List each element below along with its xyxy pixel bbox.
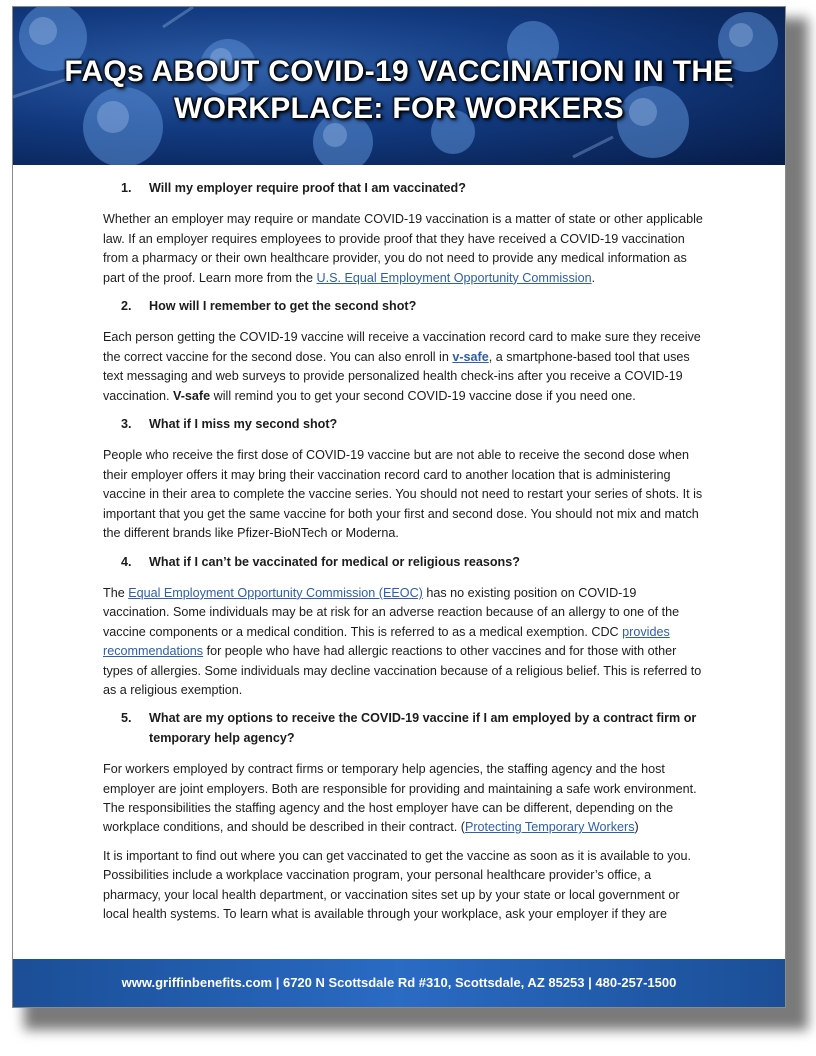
- question-number: 5.: [121, 711, 132, 726]
- protecting-temporary-workers-link[interactable]: Protecting Temporary Workers: [464, 820, 635, 835]
- page-title: FAQs ABOUT COVID-19 VACCINATION IN THE WORKPLACE: FOR WORKERS: [64, 55, 734, 125]
- answer-text: Each person getting the COVID-19 vaccine will receive a vaccination record card to make sure they receive the correct vaccine for the second dose. You can also enroll in: [103, 330, 701, 364]
- answer-text: for people who have had allergic reactions to other vaccines and for those with other types of allergies. Some individuals may decline vaccination because of a religious belief. This is referred to as a religious exemption.: [103, 644, 702, 697]
- answer-text: Whether an employer may require or mandate COVID-19 vaccination is a matter of state or other applicable law. If an employer requires employees to provide proof that they have received a COVID-19 vaccination from a pharmacy or their own healthcare provider, you do not need to provide any medical information as part of the proof. Learn more from the: [103, 212, 703, 285]
- answer-2: [103, 328, 703, 406]
- question-text: What if I miss my second shot?: [149, 417, 338, 432]
- question-text: What are my options to receive the COVID-19 vaccine if I am employed by a contract firm or temporary help agency?: [149, 711, 697, 745]
- answer-text: will remind you to get your second COVID-19 vaccine dose if you need one.: [210, 388, 636, 403]
- question-1: [103, 179, 703, 198]
- answer-5: [103, 760, 703, 838]
- answer-text: has no existing position on COVID-19 vaccination. Some individuals may be at risk for an adverse reaction because of an allergy to one of the vaccine components or a medical condition. This is referred to as a medical exemption. CDC: [103, 585, 680, 639]
- footer-contact-bar: www.griffinbenefits.com | 6720 N Scottsdale Rd #310, Scottsdale, AZ 85253 | 480-257-1500: [13, 959, 785, 1007]
- faq-content: [103, 179, 703, 933]
- answer-text: ): [634, 820, 639, 835]
- cdc-recommendations-link[interactable]: provides recommendations: [103, 624, 670, 659]
- eeoc-link[interactable]: Equal Employment Opportunity Commission (EEOC): [128, 585, 423, 600]
- question-2: [103, 297, 703, 316]
- question-text: What if I can’t be vaccinated for medical or religious reasons?: [149, 554, 520, 569]
- answer-1: [103, 210, 703, 288]
- answer-text: For workers employed by contract firms or temporary help agencies, the staffing agency and the host employer are joint employers. Both are responsible for providing and maintaining a safe work environment. The responsibilities the staffing agency and the host employer have can be different, depending on the workplace conditions, and should be described in their contract. (: [103, 762, 697, 835]
- question-5: [103, 709, 703, 748]
- question-text: Will my employer require proof that I am vaccinated?: [149, 181, 466, 195]
- question-4: [103, 553, 703, 572]
- answer-5-paragraph-2: It is important to find out where you can get vaccinated to get the vaccine as soon as it is available to you. Possibilities include a workplace vaccination program, your personal healthcare provider’s office, a pharmacy, your local health department, or vaccination sites set up by your state or local government or local health systems. To learn what is available through your workplace, ask your employer if they are: [103, 848, 692, 921]
- question-number: 3.: [121, 417, 132, 432]
- question-number: 2.: [121, 299, 132, 314]
- answer-text: , a smartphone-based tool that uses text messaging and web surveys to provide personalized health check-ins after you receive a COVID-19 vaccination.: [103, 349, 690, 403]
- answer-text: The: [103, 585, 129, 600]
- answer-text: .: [591, 270, 596, 285]
- question-3: [103, 415, 703, 434]
- question-number: 4.: [121, 554, 132, 569]
- question-text: How will I remember to get the second shot?: [149, 299, 417, 314]
- document-page: [12, 6, 786, 1008]
- v-safe-link[interactable]: v-safe: [452, 349, 489, 364]
- eeoc-link[interactable]: U.S. Equal Employment Opportunity Commission: [316, 270, 592, 285]
- v-safe-bold-text: V-safe: [173, 388, 211, 403]
- answer-text: People who receive the first dose of COVID-19 vaccine but are not able to receive the second dose when their employer offers it may bring their vaccination record card to another location that is administering vaccine in their area to complete the vaccine series. You should not need to restart your series of shots. It is important that you get the same vaccine for both your first and second dose. You should not mix and match the different brands like Pfizer-BioNTech or Moderna.: [103, 448, 703, 541]
- question-number: 1.: [121, 181, 132, 195]
- header-banner: [13, 7, 785, 165]
- answer-4: [103, 584, 703, 700]
- answer-3: [103, 446, 703, 543]
